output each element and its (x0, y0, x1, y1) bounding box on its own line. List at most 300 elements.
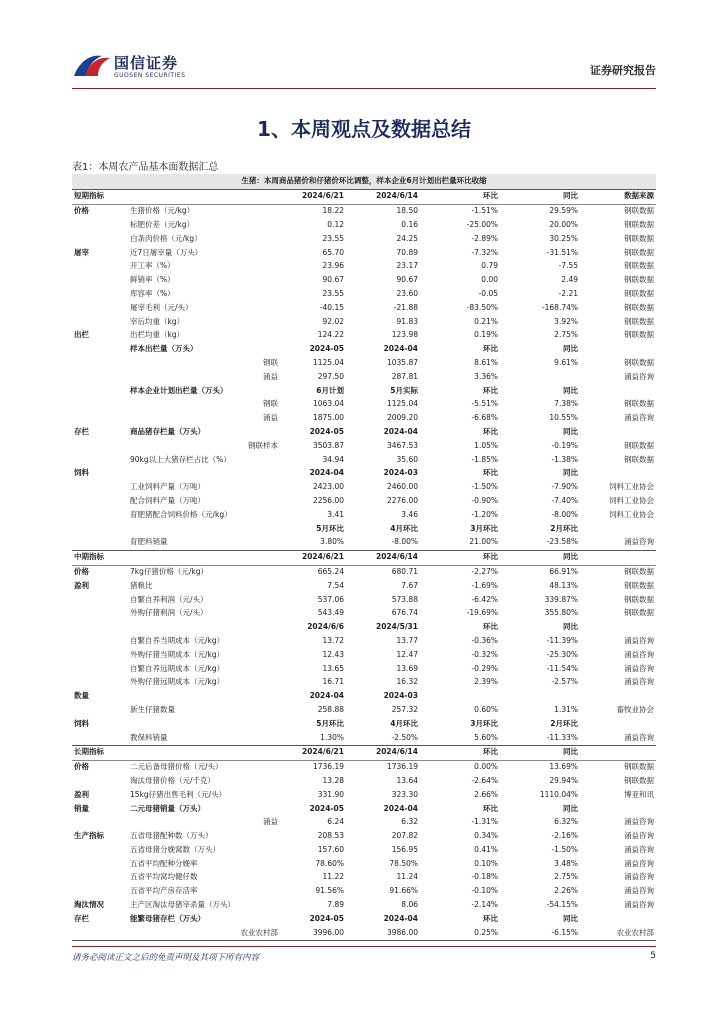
cell-current: 665.24 (317, 566, 344, 576)
cell-category: 盈利 (74, 789, 89, 799)
cell-source: 涌益咨询 (624, 663, 655, 673)
cell-indicator: 外购仔猪利润（元/头） (130, 608, 208, 618)
cell-indicator: 白条肉价格（元/kg） (130, 233, 202, 243)
table-row (72, 843, 656, 857)
table-row (72, 246, 656, 260)
cell-mom: -0.18% (471, 872, 498, 882)
page-number: 5 (650, 951, 656, 961)
table-row (72, 662, 656, 676)
cell-mom: 0.21% (474, 316, 498, 326)
cell-mom: -2.14% (471, 900, 498, 910)
cell-indicator: 鲜销率（%） (130, 275, 175, 285)
agri-data-table (72, 174, 656, 941)
cell-source: 钢联数据 (624, 775, 655, 785)
cell-yoy: 3.92% (554, 316, 578, 326)
cell-source: 农业农村部 (580, 926, 656, 940)
cell-indicator: 工业饲料产量（万吨） (130, 482, 205, 492)
table-row (72, 788, 656, 802)
cell-indicator: 五省母猪配种数（万头） (130, 831, 213, 841)
cell-mom: 0.00% (474, 762, 498, 772)
cell-mom: -2.89% (471, 233, 498, 243)
cell-mom: -5.51% (471, 399, 498, 409)
cell-category: 存栏 (74, 913, 89, 923)
cell-category (72, 232, 128, 246)
cell-yoy: -54.15% (546, 900, 578, 910)
cell-previous: 70.89 (396, 247, 418, 257)
cell-source: 钢联数据 (624, 233, 655, 243)
cell-mom: -0.32% (471, 649, 498, 659)
table-row (72, 703, 656, 717)
cell-current: 13.28 (322, 775, 344, 785)
cell-indicator: 钢联样本 (248, 440, 278, 450)
cell-yoy: 同比 (500, 190, 580, 205)
cell-yoy: -2.21 (558, 289, 578, 299)
cell-yoy: 2.26% (554, 886, 578, 896)
cell-source: 钢联数据 (624, 302, 655, 312)
cell-yoy: 29.59% (549, 206, 578, 216)
cell-previous: 90.67 (396, 275, 418, 285)
cell-source: 涌益咨询 (624, 413, 655, 423)
cell-current: 1125.04 (312, 358, 344, 367)
cell-yoy: 48.13% (549, 580, 578, 590)
cell-indicator (128, 621, 280, 635)
cell-yoy: 同比 (563, 803, 578, 813)
cell-previous: 573.88 (391, 594, 418, 604)
table-row (72, 232, 656, 246)
cell-yoy: -11.54% (546, 663, 578, 673)
cell-source: 博亚和讯 (624, 789, 655, 799)
cell-yoy: 同比 (563, 468, 578, 478)
cell-previous: 257.32 (391, 704, 418, 714)
cell-previous: 78.50% (389, 858, 418, 868)
cell-category (72, 635, 128, 649)
guosen-logo (72, 50, 202, 86)
cell-yoy: 1110.04% (539, 789, 578, 799)
cell-mom: 1.05% (474, 440, 498, 450)
cell-indicator: 涌益 (263, 817, 278, 827)
table-row (72, 926, 656, 940)
cell-source (580, 343, 656, 357)
cell-indicator: 库容率（%） (130, 289, 175, 299)
cell-yoy: 29.94% (549, 775, 578, 785)
cell-yoy: 355.80% (544, 608, 578, 618)
cell-mom: 环比 (420, 745, 500, 760)
cell-previous: 18.50 (396, 206, 418, 216)
cell-current: 2024-05 (309, 913, 344, 923)
cell-source: 涌益咨询 (624, 844, 655, 854)
table-row (72, 288, 656, 302)
cell-yoy: -8.00% (551, 509, 578, 519)
cell-indicator: 外购仔猪当期成本（元/kg） (130, 649, 225, 659)
cell-indicator (128, 745, 280, 760)
cell-current: 13.72 (322, 635, 344, 645)
table-row (72, 315, 656, 329)
cell-current: 331.90 (317, 789, 344, 799)
cell-current: 2024-04 (309, 691, 344, 701)
cell-mom (420, 690, 500, 704)
cell-indicator: 配合饲料产量（万吨） (130, 495, 205, 505)
cell-category (72, 662, 128, 676)
cell-indicator: 钢联 (263, 399, 278, 409)
cell-yoy: 同比 (563, 622, 578, 632)
cell-previous: 13.77 (396, 635, 418, 645)
cell-category (72, 343, 128, 357)
cell-indicator: 淘汰母猪价格（元/千克） (130, 775, 216, 785)
cell-current: 65.70 (322, 247, 344, 257)
cell-yoy: -7.90% (551, 482, 578, 492)
cell-current: 1063.04 (312, 399, 344, 409)
table-row (72, 204, 656, 218)
cell-previous: 2024-03 (383, 691, 418, 701)
table-caption: 表1：本周农产品基本面数据汇总 (72, 162, 219, 173)
cell-mom: -6.68% (471, 413, 498, 423)
cell-source: 涌益咨询 (624, 886, 655, 896)
cell-current: 5月环比 (316, 523, 344, 533)
cell-current: 6.24 (327, 817, 344, 827)
cell-current: 1.30% (320, 732, 344, 742)
cell-mom: -1.69% (471, 580, 498, 590)
cell-category (72, 453, 128, 467)
cell-indicator (128, 190, 280, 205)
cell-current: 2024-05 (309, 803, 344, 813)
cell-source: 钢联数据 (624, 206, 655, 216)
cell-yoy: 1.31% (554, 704, 578, 714)
cell-current: 1736.19 (312, 762, 344, 772)
cell-indicator (128, 467, 280, 481)
cell-previous: 2024/6/14 (346, 550, 420, 565)
cell-source: 钢联数据 (624, 594, 655, 604)
cell-mom: 环比 (483, 426, 498, 436)
table-row (72, 899, 656, 913)
cell-category (72, 301, 128, 315)
cell-mom: 3月环比 (470, 718, 498, 728)
table-row (72, 453, 656, 467)
cell-current: 34.94 (322, 454, 344, 464)
cell-yoy: 9.61% (554, 358, 578, 367)
cell-yoy: 13.69% (549, 762, 578, 772)
cell-previous: 3467.53 (386, 440, 418, 450)
cell-yoy: 66.91% (549, 566, 578, 576)
cell-category (72, 774, 128, 788)
cell-mom: 环比 (483, 803, 498, 813)
cell-indicator: 屠宰毛利（元/头） (130, 302, 193, 312)
cell-category: 存栏 (74, 426, 89, 436)
cell-mom: 0.60% (474, 704, 498, 714)
cell-category: 生产指标 (74, 831, 104, 841)
cell-source: 钢联数据 (624, 220, 655, 230)
cell-indicator: 生猪价格（元/kg） (130, 206, 195, 216)
cell-source: 涌益咨询 (624, 537, 655, 547)
cell-yoy: 6.32% (554, 817, 578, 827)
report-type: 证券研究报告 (590, 64, 656, 77)
cell-previous: 16.32 (396, 677, 418, 687)
cell-category (72, 288, 128, 302)
cell-source: 钢联数据 (624, 247, 655, 257)
cell-category (72, 857, 128, 871)
cell-source: 钢联数据 (624, 454, 655, 464)
cell-previous: 35.60 (396, 454, 418, 464)
cell-category (72, 357, 128, 371)
logo-text-cn: 国信证券 (114, 54, 179, 72)
cell-yoy (500, 370, 580, 384)
cell-previous: 287.81 (391, 371, 418, 381)
cell-mom: 环比 (483, 344, 498, 354)
cell-current: 297.50 (317, 371, 344, 381)
cell-previous: 2024/6/14 (346, 190, 420, 205)
cell-previous: 4月环比 (390, 718, 418, 728)
table-row (72, 885, 656, 899)
cell-current: 7.89 (327, 900, 344, 910)
cell-current: 3996.00 (280, 926, 346, 940)
table-row (72, 536, 656, 550)
cell-source (580, 717, 656, 731)
cell-source: 涌益咨询 (624, 831, 655, 841)
cell-previous: 2024/6/14 (346, 745, 420, 760)
cell-source (580, 550, 656, 565)
cell-previous: 7.67 (401, 580, 418, 590)
cell-category (72, 816, 128, 830)
cell-yoy: -168.74% (541, 302, 578, 312)
table-row (72, 760, 656, 774)
cell-current: 6月计划 (316, 385, 344, 395)
cell-current: 2024/6/21 (280, 745, 346, 760)
cell-source: 涌益咨询 (624, 635, 655, 645)
table-row (72, 219, 656, 233)
cell-source: 钢联数据 (624, 608, 655, 618)
table-row (72, 579, 656, 593)
cell-category: 短期指标 (72, 190, 128, 205)
cell-category (72, 843, 128, 857)
cell-indicator: 标肥价差（元/kg） (130, 220, 195, 230)
cell-source: 钢联数据 (624, 316, 655, 326)
cell-category (72, 522, 128, 536)
cell-yoy: 10.55% (549, 413, 578, 423)
cell-mom: -6.42% (471, 594, 498, 604)
cell-mom: 2.66% (474, 789, 498, 799)
table-row (72, 439, 656, 453)
cell-category (72, 926, 128, 940)
cell-yoy: -6.15% (500, 926, 580, 940)
cell-category (72, 384, 128, 398)
cell-yoy: 2.75% (554, 330, 578, 340)
cell-category (72, 439, 128, 453)
cell-previous: 13.64 (396, 775, 418, 785)
cell-previous: 24.25 (396, 233, 418, 243)
cell-current: -40.15 (319, 302, 344, 312)
table-row (72, 857, 656, 871)
cell-source (580, 384, 656, 398)
table-row (72, 731, 656, 745)
cell-current: 2024-04 (309, 468, 344, 478)
cell-yoy: -7.55 (558, 261, 578, 271)
cell-category (72, 260, 128, 274)
cell-yoy: 7.38% (554, 399, 578, 409)
cell-previous: 2460.00 (386, 482, 418, 492)
cell-previous: 23.60 (396, 289, 418, 299)
footer-divider (72, 946, 656, 947)
cell-yoy: -11.33% (546, 732, 578, 742)
cell-indicator: 五省平均窝均健仔数 (130, 872, 198, 882)
cell-source (580, 426, 656, 440)
cell-indicator: 样本企业计划出栏量（万头） (130, 385, 228, 395)
table-subheader-row (72, 467, 656, 481)
cell-indicator (128, 550, 280, 565)
table-subheader-row (72, 717, 656, 731)
cell-source (580, 621, 656, 635)
cell-previous: 156.95 (391, 844, 418, 854)
cell-mom: -0.05 (478, 289, 498, 299)
cell-category: 出栏 (74, 330, 89, 340)
cell-category: 价格 (74, 206, 89, 216)
cell-indicator (128, 717, 280, 731)
cell-indicator: 自繁自养当期成本（元/kg） (130, 635, 225, 645)
cell-previous: 3986.00 (346, 926, 420, 940)
cell-indicator (128, 522, 280, 536)
cell-current: 11.22 (322, 872, 344, 882)
cell-category (72, 885, 128, 899)
cell-indicator: 商品猪存栏量（万头） (130, 426, 205, 436)
cell-category: 中期指标 (72, 550, 128, 565)
cell-current: 3.80% (320, 537, 344, 547)
cell-previous: -21.88 (393, 302, 418, 312)
table-section-header (72, 745, 656, 760)
cell-indicator: 育肥料销量 (130, 537, 168, 547)
cell-source: 钢联数据 (624, 261, 655, 271)
cell-source (580, 745, 656, 760)
cell-current: 12.43 (322, 649, 344, 659)
cell-previous: 3.46 (401, 509, 418, 519)
cell-yoy: 同比 (500, 550, 580, 565)
cell-mom: 5.60% (474, 732, 498, 742)
cell-source: 涌益咨询 (624, 900, 655, 910)
table-subheader-row (72, 912, 656, 926)
cell-mom: 环比 (420, 190, 500, 205)
cell-current: 3.41 (327, 509, 344, 519)
cell-mom: 0.34% (474, 831, 498, 841)
cell-indicator: 涌益 (263, 371, 278, 381)
cell-indicator: 育肥猪配合饲料价格（元/kg） (130, 509, 232, 519)
cell-current: 0.12 (327, 220, 344, 230)
cell-indicator: 五省平均产房存活率 (130, 886, 198, 896)
cell-yoy: -1.38% (551, 454, 578, 464)
cell-category: 价格 (74, 566, 89, 576)
cell-previous: 1035.87 (386, 358, 418, 367)
cell-category (72, 731, 128, 745)
cell-indicator: 五省平均配种分娩率 (130, 858, 198, 868)
cell-category: 饲料 (74, 468, 89, 478)
cell-category (72, 703, 128, 717)
cell-source: 钢联数据 (624, 440, 655, 450)
cell-mom: 环比 (483, 913, 498, 923)
cell-indicator: 自繁自养远期成本（元/kg） (130, 663, 225, 673)
cell-yoy (500, 690, 580, 704)
cell-category (72, 676, 128, 690)
table-row (72, 607, 656, 621)
cell-category: 数量 (74, 691, 89, 701)
cell-source: 钢联数据 (624, 275, 655, 285)
cell-indicator: 开工率（%） (130, 261, 175, 271)
table-subheader-row (72, 426, 656, 440)
cell-source (580, 467, 656, 481)
cell-category: 盈利 (74, 580, 89, 590)
cell-current: 124.22 (317, 330, 344, 340)
cell-source (580, 522, 656, 536)
cell-source: 钢联数据 (624, 580, 655, 590)
cell-indicator: 猪粮比 (130, 580, 153, 590)
table-subheader-row (72, 802, 656, 816)
cell-indicator: 外购仔猪远期成本（元/kg） (130, 677, 225, 687)
cell-current: 157.60 (317, 844, 344, 854)
cell-mom: -7.32% (471, 247, 498, 257)
table-row (72, 398, 656, 412)
cell-mom: -2.64% (471, 775, 498, 785)
header-divider (72, 88, 656, 89)
cell-yoy: -11.39% (546, 635, 578, 645)
cell-source: 涌益咨询 (624, 872, 655, 882)
cell-mom: 环比 (483, 468, 498, 478)
banner-text: 生猪：本周商品猪价和仔猪价环比调整，样本企业6月计划出栏量环比收缩 (72, 174, 656, 190)
cell-previous: 8.06 (401, 900, 418, 910)
cell-previous: 2024/5/31 (375, 622, 418, 632)
cell-current: 208.53 (317, 831, 344, 841)
table-subheader-row (72, 690, 656, 704)
cell-yoy: 同比 (563, 344, 578, 354)
table-row (72, 830, 656, 844)
cell-mom: 0.79 (481, 261, 498, 271)
cell-current: 2024/6/6 (307, 622, 344, 632)
cell-previous: 1125.04 (386, 399, 418, 409)
cell-indicator: 自繁自养利润（元/头） (130, 594, 208, 604)
cell-yoy: 3.48% (554, 858, 578, 868)
cell-previous: 91.66% (389, 886, 418, 896)
cell-current: 2423.00 (312, 482, 344, 492)
cell-previous: 2024-04 (383, 344, 418, 354)
cell-indicator: 近7日屠宰量（万头） (130, 247, 203, 257)
cell-indicator: 涌益 (263, 413, 278, 423)
cell-indicator: 15kg仔猪出售毛利（元/头） (130, 789, 227, 799)
table-subheader-row (72, 384, 656, 398)
table-row (72, 329, 656, 343)
cell-mom: 0.10% (474, 858, 498, 868)
cell-yoy: 2月环比 (550, 523, 578, 533)
cell-current: 5月环比 (316, 718, 344, 728)
cell-yoy: -23.58% (546, 537, 578, 547)
cell-source: 涌益咨询 (624, 858, 655, 868)
cell-yoy: -0.19% (551, 440, 578, 450)
cell-mom: -19.69% (466, 608, 498, 618)
cell-current: 18.22 (322, 206, 344, 216)
cell-current: 3503.87 (312, 440, 344, 450)
cell-indicator: 能繁母猪存栏（万头） (130, 913, 205, 923)
table-row (72, 774, 656, 788)
cell-indicator: 90kg以上大猪存栏占比（%） (130, 454, 231, 464)
cell-previous: 123.98 (391, 330, 418, 340)
cell-current: 2024-05 (309, 344, 344, 354)
table-row (72, 495, 656, 509)
cell-previous: 207.82 (391, 831, 418, 841)
cell-current: 1875.00 (312, 413, 344, 423)
table-row (72, 871, 656, 885)
cell-current: 543.49 (317, 608, 344, 618)
cell-source: 数据来源 (580, 190, 656, 205)
cell-source: 涌益咨询 (624, 649, 655, 659)
logo-text-en: GUOSEN SECURITIES (114, 72, 186, 79)
cell-category (72, 648, 128, 662)
cell-source: 饲料工业协会 (609, 495, 655, 505)
cell-source: 钢联数据 (624, 762, 655, 772)
cell-mom: -1.85% (471, 454, 498, 464)
cell-previous: 2024-04 (383, 913, 418, 923)
